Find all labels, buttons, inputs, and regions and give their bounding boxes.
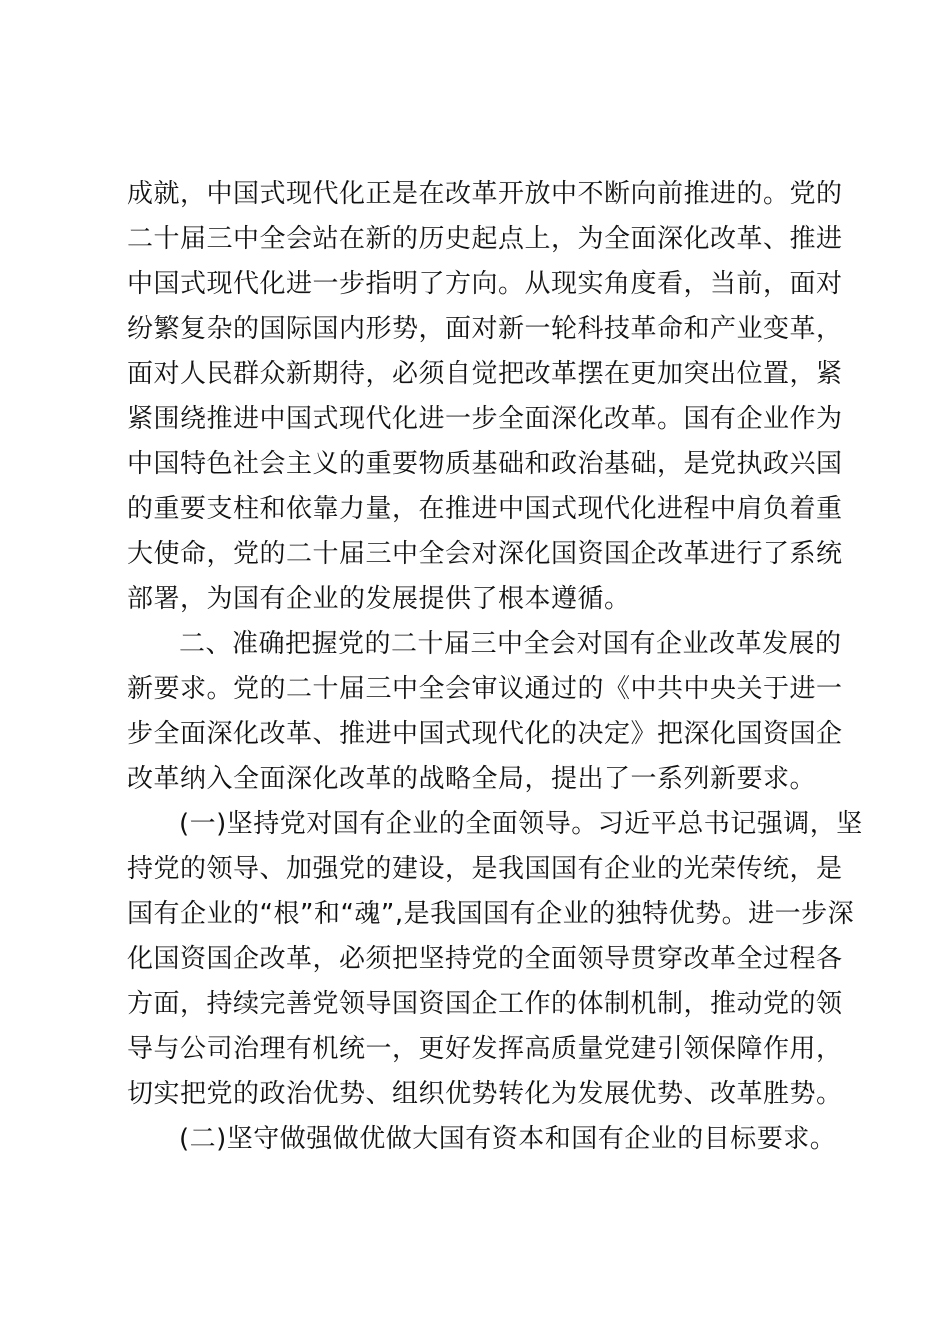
text-line: 中国式现代化进一步指明了方向。从现实角度看，当前，面对	[127, 269, 843, 299]
text-line: 新要求。党的二十届三中全会审议通过的《中共中央关于进一	[127, 674, 843, 704]
text-line: 国有企业的“根”和“魂”,是我国国有企业的独特优势。进一步深	[127, 899, 855, 929]
text-line: 导与公司治理有机统一，更好发挥高质量党建引领保障作用，	[127, 1034, 843, 1064]
text-line: 二十届三中全会站在新的历史起点上，为全面深化改革、推进	[127, 224, 843, 254]
text-line: 紧围绕推进中国式现代化进一步全面深化改革。国有企业作为	[127, 404, 843, 434]
text-line: 改革纳入全面深化改革的战略全局，提出了一系列新要求。	[127, 764, 817, 794]
text-line: 切实把党的政治优势、组织优势转化为发展优势、改革胜势。	[127, 1079, 843, 1109]
text-line: 持党的领导、加强党的建设，是我国国有企业的光荣传统，是	[127, 854, 843, 884]
text-line: 成就，中国式现代化正是在改革开放中不断向前推进的。党的	[127, 179, 843, 209]
text-line: 纷繁复杂的国际国内形势，面对新一轮科技革命和产业变革，	[127, 314, 843, 344]
text-line: 的重要支柱和依靠力量，在推进中国式现代化进程中肩负着重	[127, 494, 843, 524]
subsection-heading-line: (二)坚守做强做优做大国有资本和国有企业的目标要求。	[179, 1124, 837, 1154]
subsection-heading-line: (一)坚持党对国有企业的全面领导。习近平总书记强调，坚	[179, 809, 863, 839]
section-heading-line: 二、准确把握党的二十届三中全会对国有企业改革发展的	[179, 629, 842, 659]
text-line: 大使命，党的二十届三中全会对深化国资国企改革进行了系统	[127, 539, 843, 569]
text-line: 步全面深化改革、推进中国式现代化的决定》把深化国资国企	[127, 719, 843, 749]
text-line: 化国资国企改革，必须把坚持党的全面领导贯穿改革全过程各	[127, 944, 843, 974]
text-line: 方面，持续完善党领导国资国企工作的体制机制，推动党的领	[127, 989, 843, 1019]
text-line: 面对人民群众新期待，必须自觉把改革摆在更加突出位置，紧	[127, 359, 843, 389]
text-line: 部署，为国有企业的发展提供了根本遵循。	[127, 584, 631, 614]
text-line: 中国特色社会主义的重要物质基础和政治基础，是党执政兴国	[127, 449, 843, 479]
